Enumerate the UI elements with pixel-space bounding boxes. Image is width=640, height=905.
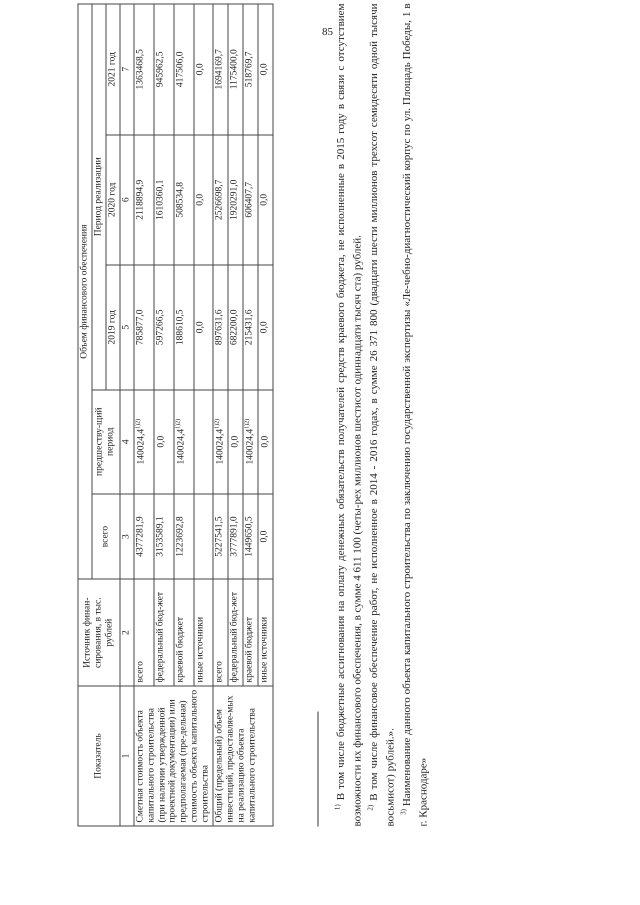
previous-period-cell [228, 390, 243, 494]
page-number: 85 [322, 26, 333, 38]
value-2020-cell: 0,0 [194, 135, 213, 265]
header-row-1 [78, 4, 92, 826]
financing-table [78, 4, 274, 827]
colnum: 5 [120, 265, 134, 390]
header-indicator: Показатель [78, 686, 120, 826]
footnote-ref: 1)2) [175, 418, 182, 429]
colnum: 3 [120, 494, 134, 579]
value-2021-cell: 1175400,0 [228, 4, 243, 135]
value-2021-cell: 945962,5 [154, 4, 174, 135]
header-2021: 2021 год [106, 4, 120, 135]
header-volume: Объем финансового обеспечения [78, 4, 92, 579]
rotated-page-content [78, 0, 478, 903]
total-cell: 3777891,0 [228, 494, 243, 579]
footnote-1 [333, 4, 366, 827]
footnote-2-text: В том числе финансовое обеспечение работ, не исполненное в 2014 - 2016 годах, в сумме 26 371 800 (двадцати шести миллионов трехсот семидесяти одной тысячи восьмисот) рублей.». [368, 3, 397, 827]
total-cell: 0,0 [258, 494, 273, 579]
footnote-3-text: Наименование данного объекта капитального строительства по заключению государственной экспертизы «Ле-чебно-диагностический корпус по ул. Площадь Победы, 1 в г. Краснодаре» [401, 3, 430, 827]
value-2021-cell: 0,0 [258, 4, 273, 135]
footnote-3 [399, 4, 432, 827]
total-cell: 1449650,5 [243, 494, 258, 579]
value-2021-cell: 1363468,5 [134, 4, 154, 135]
previous-period-value: 140024,4 [136, 428, 147, 465]
value-2019-cell: 785877,0 [134, 265, 154, 390]
source-cell: иные источники [194, 579, 213, 686]
header-2020: 2020 год [106, 135, 120, 265]
footnote-1-mark: 1) [333, 804, 342, 811]
previous-period-value: 0,0 [261, 435, 272, 448]
colnum: 2 [120, 579, 134, 686]
value-2020-cell: 606407,7 [243, 135, 258, 265]
footnote-ref: 1)2) [135, 418, 142, 429]
total-cell: 3153589,1 [154, 494, 174, 579]
footnote-1-text: В том числе бюджетные ассигнования на оплату денежных обязательств получателей средств краевого бюджета, не исполненные в 2015 году в связи с отсутствием возможности их финансового обеспечения, в сумме 4 611 100 (четы-рех миллионов шестисот одиннадцати тысяч ста) рублей. [335, 3, 364, 827]
header-total: всего [92, 494, 120, 579]
value-2019-cell: 682200,0 [228, 265, 243, 390]
previous-period-cell [134, 390, 154, 494]
previous-period-cell [174, 390, 194, 494]
value-2020-cell: 0,0 [258, 135, 273, 265]
previous-period-value: 0,0 [230, 435, 241, 448]
source-cell: федеральный бюд-жет [228, 579, 243, 686]
colnum: 7 [120, 4, 134, 135]
value-2021-cell: 1694169,7 [213, 4, 228, 135]
previous-period-cell [243, 390, 258, 494]
source-cell: краевой бюджет [243, 579, 258, 686]
previous-period-cell [154, 390, 174, 494]
value-2021-cell: 0,0 [194, 4, 213, 135]
source-cell: иные источники [258, 579, 273, 686]
value-2020-cell: 2118894,9 [134, 135, 154, 265]
value-2019-cell: 215431,6 [243, 265, 258, 390]
previous-period-cell [194, 390, 213, 494]
value-2019-cell: 897631,6 [213, 265, 228, 390]
total-cell: 1223692,8 [174, 494, 194, 579]
source-cell: всего [134, 579, 154, 686]
footnote-3-mark: 3) [399, 809, 408, 815]
value-2021-cell: 417506,0 [174, 4, 194, 135]
value-2021-cell: 518769,7 [243, 4, 258, 135]
value-2020-cell: 508534,8 [174, 135, 194, 265]
source-cell: краевой бюджет [174, 579, 194, 686]
total-cell: 5227541,5 [213, 494, 228, 579]
colnum: 6 [120, 135, 134, 265]
previous-period-value: 140024,4 [245, 428, 256, 465]
value-2020-cell: 2526698,7 [213, 135, 228, 265]
total-cell [194, 494, 213, 579]
header-source: Источник финан-сирования, в тыс. рублей [78, 579, 120, 686]
table-row [213, 4, 228, 826]
indicator-cell: Общий (предельный) объем инвестиций, предоставляе-мых на реализацию объекта капитального строительства [213, 686, 273, 826]
column-number-row [120, 4, 134, 826]
previous-period-value: 0,0 [156, 435, 167, 448]
value-2019-cell: 0,0 [258, 265, 273, 390]
previous-period-value: 140024,4 [176, 428, 187, 465]
header-2019: 2019 год [106, 265, 120, 390]
previous-period-cell [258, 390, 273, 494]
footnote-2 [366, 4, 399, 827]
total-cell: 4377281,9 [134, 494, 154, 579]
value-2020-cell: 1920291,0 [228, 135, 243, 265]
source-cell: всего [213, 579, 228, 686]
value-2019-cell: 0,0 [194, 265, 213, 390]
value-2020-cell: 1610360,1 [154, 135, 174, 265]
indicator-cell: Сметная стоимость объекта капитального строительства (при наличии утвержденной проектной документации) или предполагаемая (пре-дельная) стоимость объекта капитального строительства [134, 686, 213, 826]
footnotes [333, 4, 433, 827]
footnote-ref: 1)2) [244, 418, 251, 429]
footnote-ref: 1)2) [214, 418, 221, 429]
value-2019-cell: 188610,5 [174, 265, 194, 390]
colnum: 1 [120, 686, 134, 826]
source-cell: федеральный бюд-жет [154, 579, 174, 686]
previous-period-cell [213, 390, 228, 494]
table-row [134, 4, 154, 826]
previous-period-value: 140024,4 [215, 428, 226, 465]
footnote-rule [318, 712, 319, 827]
value-2019-cell: 597266,5 [154, 265, 174, 390]
colnum: 4 [120, 390, 134, 494]
header-period: Период реализации [92, 4, 106, 390]
table-body [134, 4, 274, 826]
footnote-2-mark: 2) [366, 804, 375, 811]
header-previous: предшеству-щий период [92, 390, 120, 494]
